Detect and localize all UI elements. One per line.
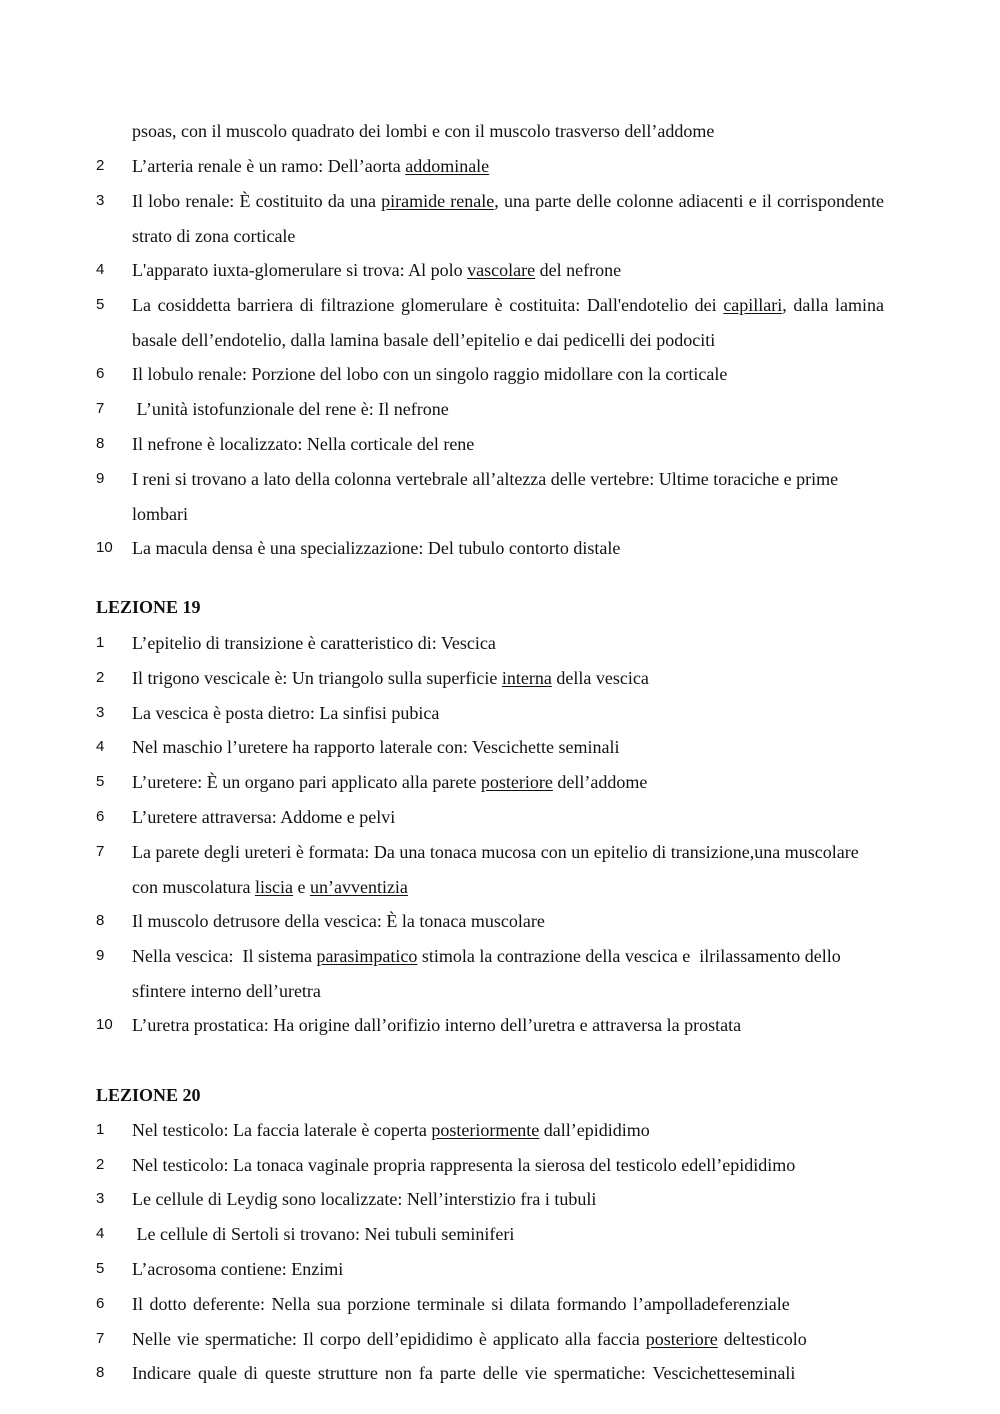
item-number: 6 xyxy=(96,1295,105,1312)
item-number: 5 xyxy=(96,773,105,790)
item-number: 7 xyxy=(96,1330,105,1347)
item-number: 6 xyxy=(96,808,105,825)
item-number: 3 xyxy=(96,704,105,721)
item-number: 9 xyxy=(96,947,105,964)
item-number: 2 xyxy=(96,669,105,686)
underlined-term: liscia xyxy=(254,876,293,897)
continuation-line: psoas, con il muscolo quadrato dei lombi e con il muscolo trasverso dell’addome xyxy=(132,121,715,141)
underlined-term: vascolare xyxy=(467,260,536,280)
item-number: 3 xyxy=(96,192,105,209)
item-number: 2 xyxy=(96,157,105,174)
item-number: 8 xyxy=(96,912,105,929)
underlined-term: addominale xyxy=(405,156,490,176)
item-number: 4 xyxy=(96,261,105,278)
item-number: 7 xyxy=(96,400,105,417)
item-number: 2 xyxy=(96,1156,105,1173)
item-number: 10 xyxy=(96,539,113,556)
item-number: 4 xyxy=(96,1225,105,1242)
underlined-term: posteriore xyxy=(645,1329,718,1349)
underlined-term: interna xyxy=(501,668,552,688)
item-number: 1 xyxy=(96,1121,105,1138)
item-number: 5 xyxy=(96,1260,105,1277)
item-number: 4 xyxy=(96,738,105,755)
section-heading: LEZIONE 20 xyxy=(96,1085,201,1105)
item-number: 7 xyxy=(96,843,105,860)
item-number: 8 xyxy=(96,435,105,452)
underlined-term: capillari xyxy=(723,295,783,315)
underlined-term: posteriore xyxy=(480,772,553,792)
item-number: 8 xyxy=(96,1364,105,1381)
item-number: 9 xyxy=(96,470,105,487)
underlined-term: parasimpatico xyxy=(316,946,418,966)
underlined-term: piramide renale xyxy=(381,191,495,211)
underlined-term: posteriormente xyxy=(431,1120,540,1140)
item-number: 5 xyxy=(96,296,105,313)
document-page: psoas, con il muscolo quadrato dei lombi e con il muscolo trasverso dell’addome 2 L’arteria renale è un ramo: Dell’aorta addominale 3 Il lobo renale: È costituito da una piramide renale, una parte delle colonne adiacenti e il corrispondente strato di zona corticale 4 L'apparato iuxta-glomerulare si trova: Al polo vascolare del nefrone 5 La cosiddetta barriera di filtrazione glomerulare è costituita: Dall'endotelio dei capillari, dalla lamina basale dell’endotelio, dalla lamina basale dell’epitelio e dai pedicelli dei podociti 6 Il lobulo renale: Porzione del lobo con un singolo raggio midollare con la corticale 7 L’unità istofunzionale del rene è: Il nefrone 8 Il nefrone è localizzato: Nella corticale del rene 9 I reni si trovano a lato della colonna vertebrale all’altezza delle vertebre: Ultime toraciche e prime lombari 10 La macula densa è una specializzazione: Del tubulo contorto distale LEZIONE 19 1 L’epitelio di transizione è caratteristico di: Vescica 2 Il trigono vescicale è: Un triangolo sulla superficie interna della vescica 3 La vescica è posta dietro: La sinfisi pubica 4 Nel maschio l’uretere ha rapporto laterale con: Vescichette seminali 5 L’uretere: È un organo pari applicato alla parete posteriore dell’addome 6 L’uretere attraversa: Addome e pelvi 7 La parete degli ureteri è formata: Da una tonaca mucosa con un epitelio di transizione,una muscolare con muscolatura liscia e un’avventizia 8 Il muscolo detrusore della vescica: È la tonaca muscolare 9 Nella vescica: Il sistema parasimpatico stimola la contrazione della vescica e ilrilassamento dello sfintere interno dell’uretra 10 L’uretra prostatica: Ha origine dall’orifizio interno dell’uretra e attraversa la prostata LEZIONE 20 1 Nel testicolo: La faccia laterale è coperta posteriormente dall’epididimo 2 Nel testicolo: La tonaca vaginale propria rappresenta la sierosa del testicolo edell’epididimo 3 Le cellule di Leydig sono localizzate: Nell’interstizio fra i tubuli 4 Le cellule di Sertoli si trovano: Nei tubuli seminiferi 5 L’acrosoma contiene: Enzimi 6 Il dotto deferente: Nella sua porzione terminale si dilata formando l’ampolladeferenziale 7 Nelle vie spermatiche: Il corpo dell’epididimo è applicato alla faccia posteriore deltesticolo 8 Indicare quale di queste strutture non fa parte delle vie spermatiche: Vescichetteseminali xyxy=(0,0,1000,1414)
item-number: 6 xyxy=(96,365,105,382)
underlined-term: un’avventizia xyxy=(309,876,408,897)
item-number: 10 xyxy=(96,1016,113,1033)
section-heading: LEZIONE 19 xyxy=(96,597,201,617)
item-number: 3 xyxy=(96,1190,105,1207)
item-number: 1 xyxy=(96,634,105,651)
